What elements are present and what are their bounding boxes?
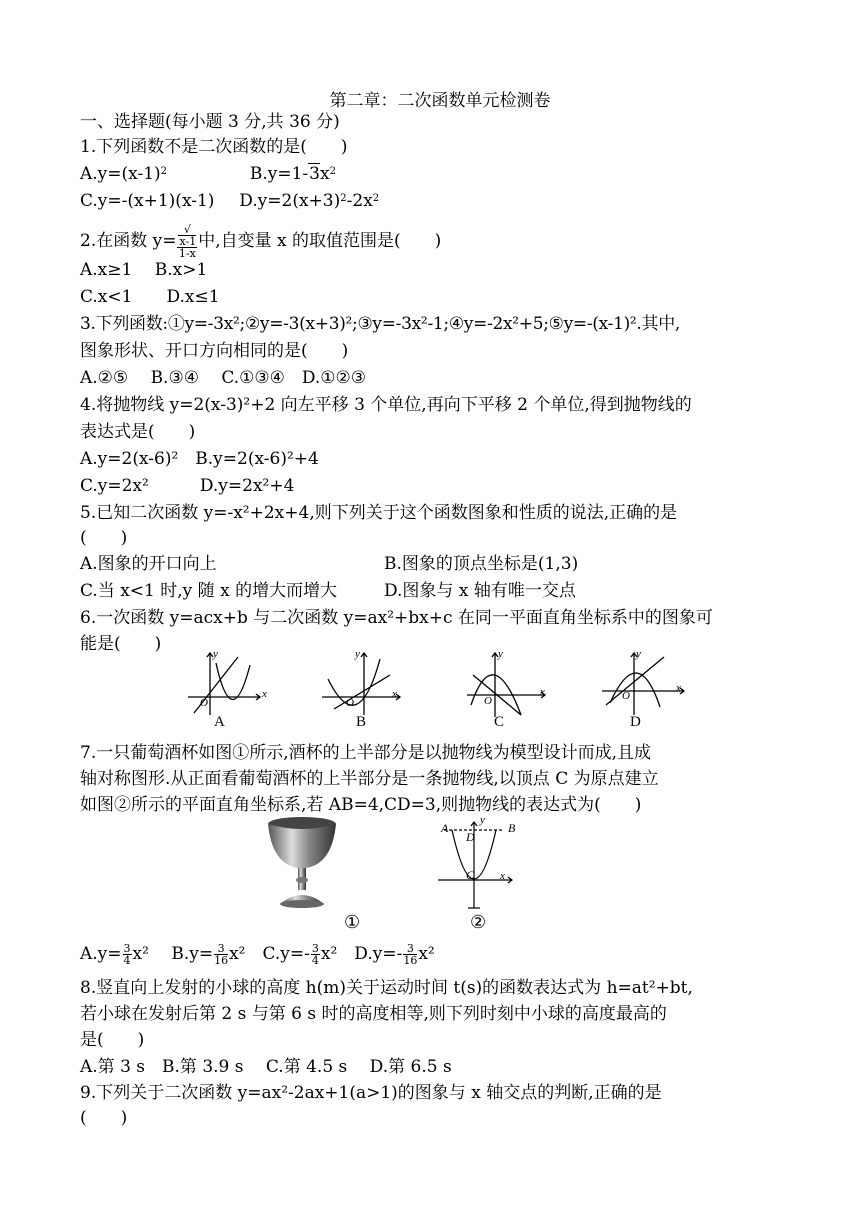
q7-figure-2-label: ② (470, 912, 487, 932)
q6-graph-c (467, 653, 545, 717)
q1-options-ab: $A.y=(x-1)^2$ $B.y=1-3x^2$ (80, 164, 336, 184)
q4-stem: 4.将抛物线 y=2(x-3)²+2 向左平移 3 个单位,再向下平移 2 个单位,得到抛物线的 (80, 395, 692, 415)
q6b-y-label: y (355, 648, 360, 660)
q2-options-ab: A.x≥1 B.x>1 (80, 260, 208, 280)
q3-stem: 3.下列函数:①y=-3x²;②y=-3(x+3)²;③y=-3x²-1;④y=-2x²+5;⑤y=-(x-1)².其中, (80, 314, 681, 334)
q3-stem-cont: 图象形状、开口方向相同的是( ) (80, 341, 349, 361)
q7-x-label: x (500, 870, 505, 882)
q6c-origin-label: O (484, 695, 492, 707)
q7-figure-1-label: ① (344, 912, 361, 932)
q6d-y-label: y (636, 648, 641, 660)
q5-option-d: D.图象与 x 轴有唯一交点 (384, 581, 576, 601)
q6b-origin-label: O (346, 697, 354, 709)
q7-point-c: C (466, 868, 475, 882)
q6-stem: 6.一次函数 y=acx+b 与二次函数 y=ax²+bx+c 在同一平面直角坐标系中的图象可 (80, 608, 713, 628)
q7-point-a: A (441, 821, 449, 835)
page-title: 第二章：二次函数单元检测卷 (329, 91, 551, 111)
q3-options: A.②⑤ B.③④ C.①③④ D.①②③ (80, 368, 367, 388)
q1-stem: 1.下列函数不是二次函数的是( ) (80, 137, 348, 157)
q6-label-d: D (630, 714, 641, 730)
q7-options: A.y= $\frac{3}{4}$ x² B.y= $\frac{3}{16}$ x² C.y=- $\frac{3}{4}$ x² D.y=- $\frac{3}{16}$ x² (80, 942, 435, 967)
wine-glass-image (262, 816, 342, 911)
q4-options-ab: A.y=2(x-6)² B.y=2(x-6)²+4 (80, 449, 319, 469)
q8-options: A.第 3 s B.第 3.9 s C.第 4.5 s D.第 6.5 s (80, 1057, 452, 1077)
q1-option-b: B.y=1- (249, 164, 309, 184)
q5-stem-cont: ( ) (80, 528, 128, 548)
q6b-x-label: x (392, 688, 397, 700)
q7-y-label: y (480, 814, 485, 826)
q6a-origin-label: O (200, 697, 208, 709)
q6a-x-label: x (262, 688, 267, 700)
q6a-y-label: y (213, 648, 218, 660)
q7-stem: 7.一只葡萄酒杯如图①所示,酒杯的上半部分是以抛物线为模型设计而成,且成 (80, 743, 652, 763)
q5-option-c: C.当 x<1 时,y 随 x 的增大而增大 (80, 581, 338, 601)
q6-graph-a (188, 653, 260, 715)
q4-stem-cont: 表达式是( ) (80, 422, 196, 442)
q2-options-cd: C.x<1 D.x≤1 (80, 287, 220, 307)
q5-stem: 5.已知二次函数 y=-x²+2x+4,则下列关于这个函数图象和性质的说法,正确的是 (80, 503, 678, 523)
section-heading: 一、选择题(每小题 3 分,共 36 分) (80, 112, 340, 132)
q5-option-b: B.图象的顶点坐标是(1,3) (384, 554, 579, 574)
q2-stem: 2.在函数 y= √ x-1 1-x 中,自变量 x 的取值范围是( ) (80, 223, 442, 260)
q7-point-d: D (466, 830, 475, 844)
q1-option-d: D.y=2(x+3) (239, 191, 341, 211)
q6-stem-cont: 能是( ) (80, 634, 162, 654)
q7-stem-cont1: 轴对称图形.从正面看葡萄酒杯的上半部分是一条抛物线,以顶点 C 为原点建立 (80, 769, 659, 789)
q9-stem: 9.下列关于二次函数 y=ax²-2ax+1(a>1)的图象与 x 轴交点的判断,正确的是 (80, 1083, 662, 1103)
q2-fraction: √ x-1 1-x (178, 223, 197, 260)
q4-options-cd: C.y=2x² D.y=2x²+4 (80, 476, 295, 496)
q1-options-cd: C.y=-(x+1)(x-1) $D.y=2(x+3)^2-2x^2$ (80, 191, 380, 211)
q6-graph-d (602, 653, 684, 715)
q8-stem-cont1: 若小球在发射后第 2 s 与第 6 s 时的高度相等,则下列时刻中小球的高度最高的 (80, 1004, 667, 1024)
q8-stem: 8.竖直向上发射的小球的高度 h(m)关于运动时间 t(s)的函数表达式为 h=at²+bt, (80, 978, 693, 998)
q1-option-c: C.y=-(x+1)(x-1) (80, 191, 215, 211)
q6-graph-b (322, 653, 400, 715)
q9-stem-cont: ( ) (80, 1108, 128, 1128)
q5-option-a: A.图象的开口向上 (80, 554, 217, 574)
q6-label-a: A (214, 714, 225, 730)
q6c-x-label: x (540, 686, 545, 698)
q7-point-b: B (508, 821, 516, 835)
q6-label-b: B (356, 714, 367, 730)
q6c-y-label: y (498, 648, 503, 660)
q1-option-a: A.y=(x-1) (80, 164, 161, 184)
q6-label-c: C (494, 714, 505, 730)
q6d-x-label: x (676, 682, 681, 694)
q6d-origin-label: O (622, 690, 630, 702)
q8-stem-cont2: 是( ) (80, 1030, 145, 1050)
q7-stem-cont2: 如图②所示的平面直角坐标系,若 AB=4,CD=3,则抛物线的表达式为( ) (80, 795, 642, 815)
